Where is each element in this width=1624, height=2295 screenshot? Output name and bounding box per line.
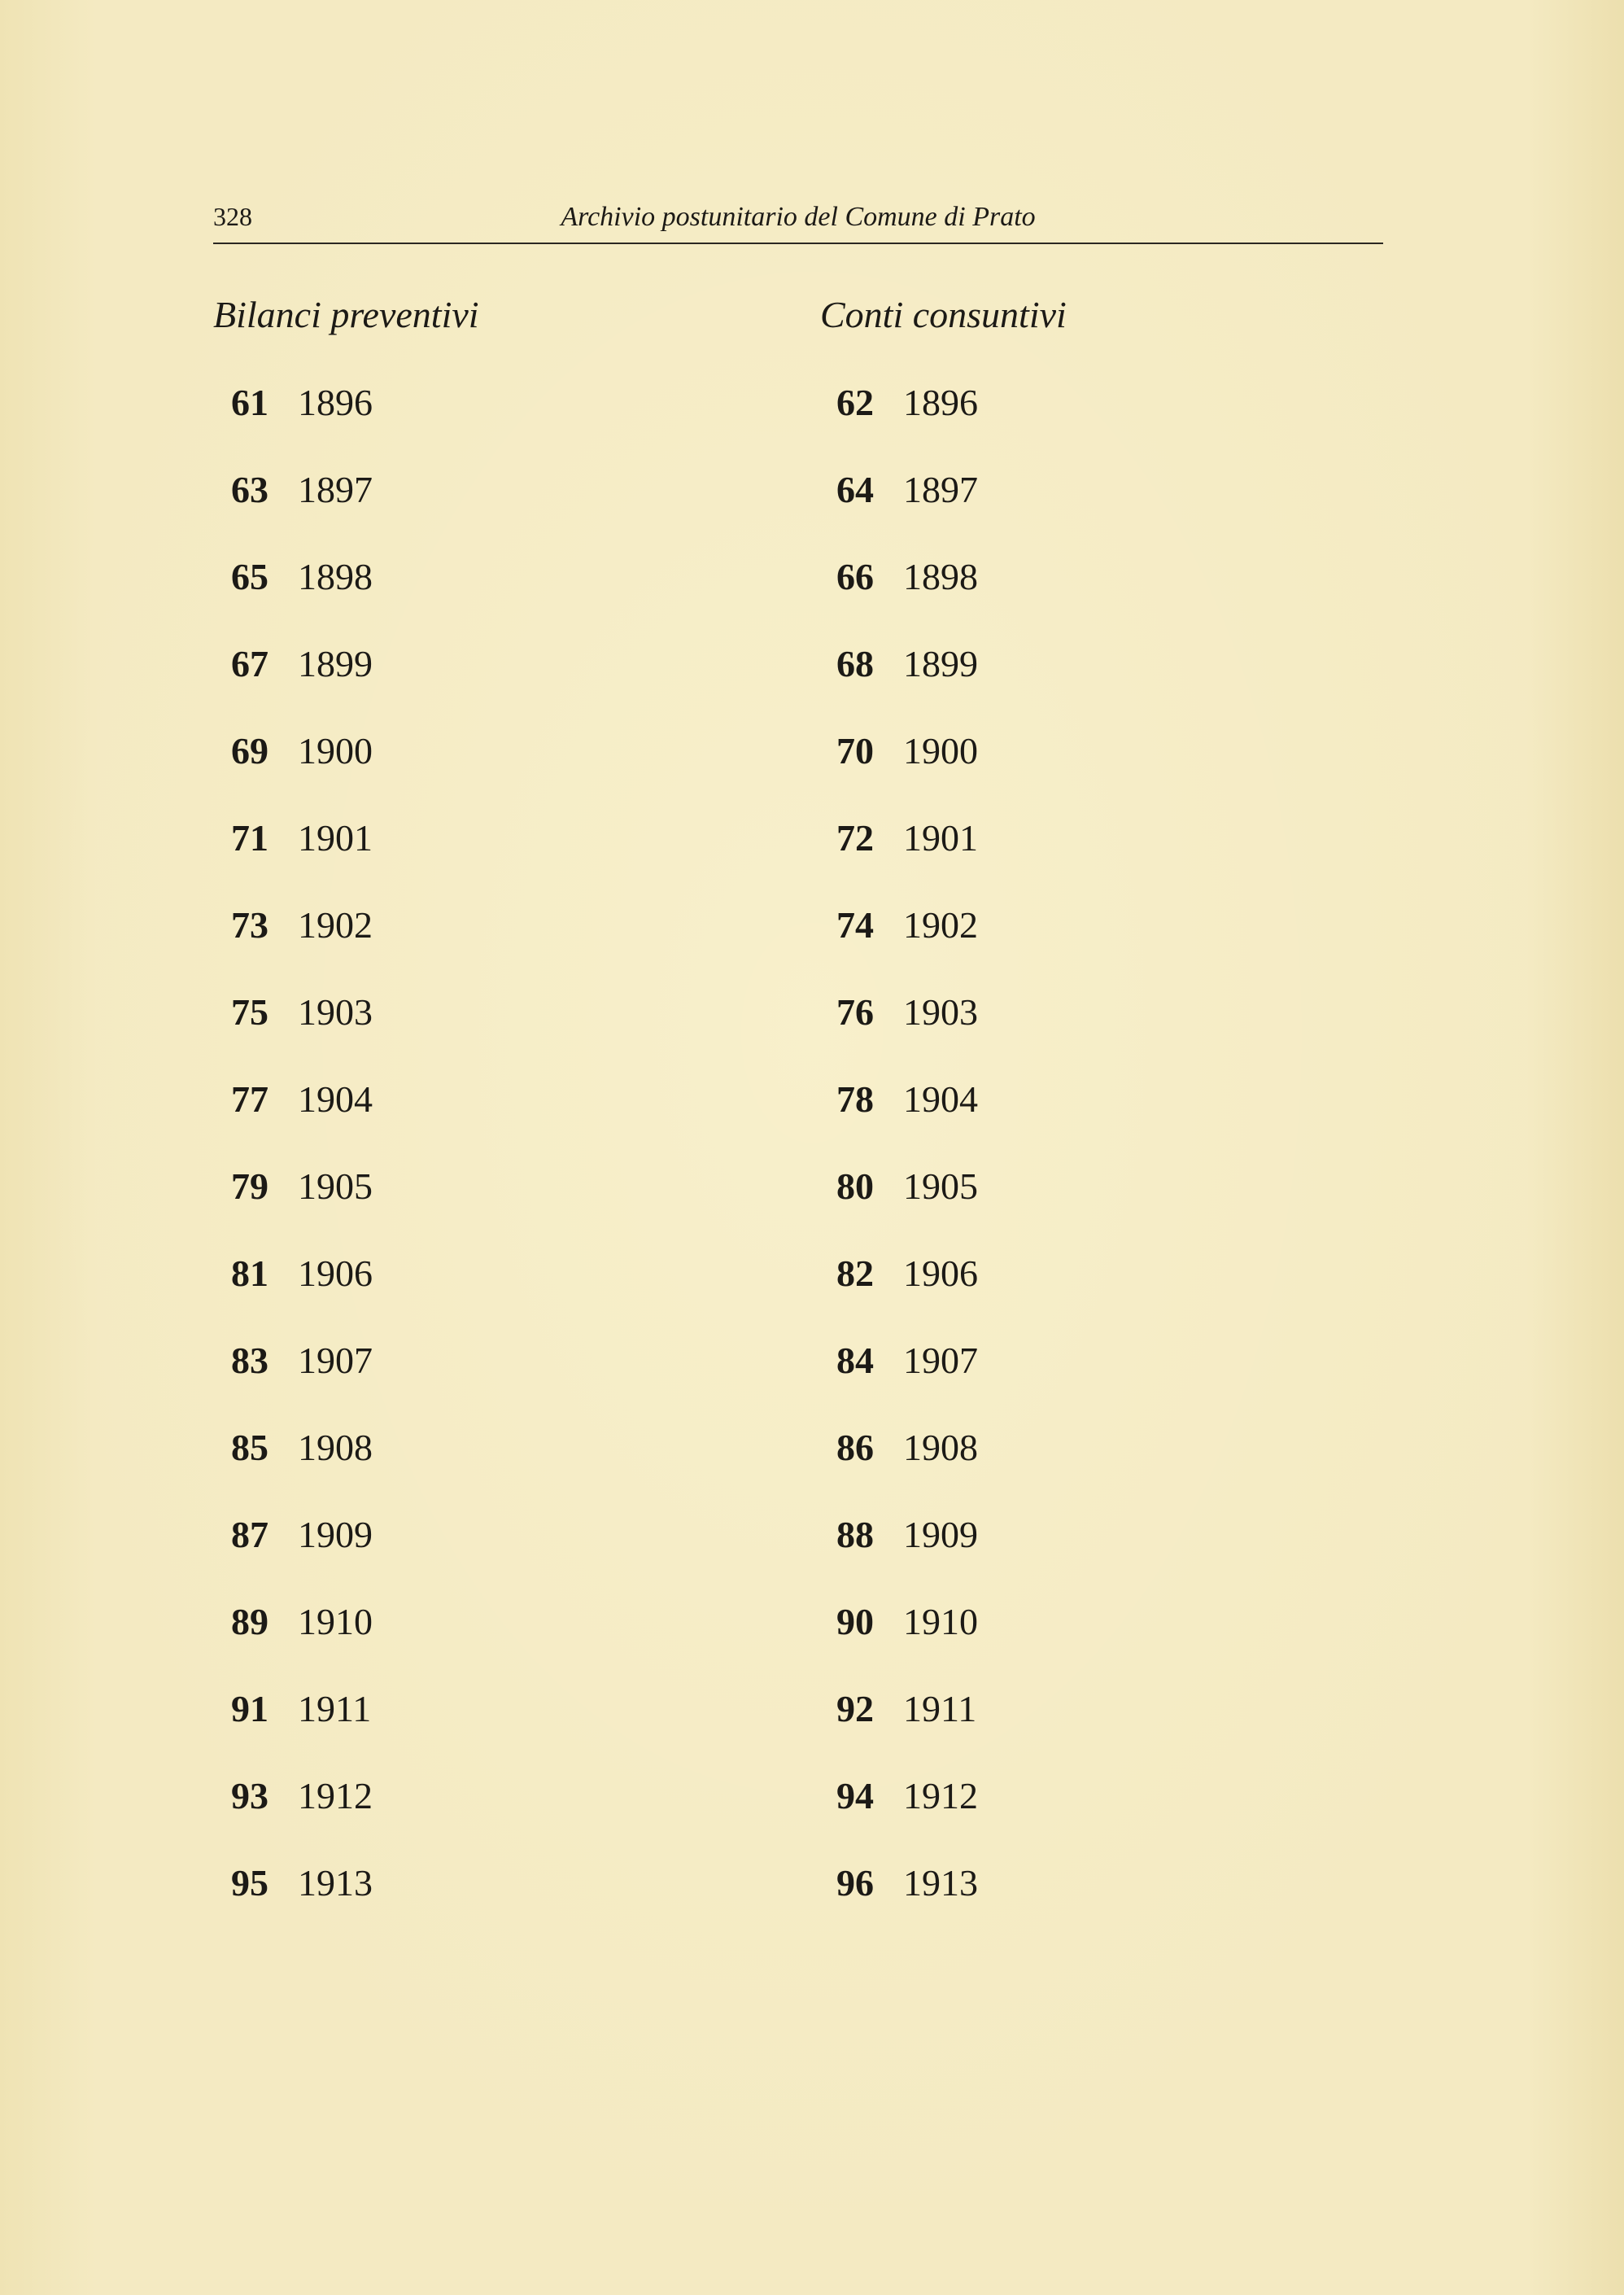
list-item [836, 1166, 1325, 1253]
item-year: 1904 [903, 1078, 978, 1120]
list-item [836, 1863, 1325, 1950]
item-number: 68 [836, 643, 874, 684]
item-number: 86 [836, 1427, 874, 1468]
item-number: 65 [231, 556, 268, 597]
conti-consuntivi-list [836, 382, 1325, 1950]
item-number: 83 [231, 1340, 268, 1381]
item-number: 63 [231, 469, 268, 510]
item-year: 1896 [903, 382, 978, 423]
list-item [836, 1079, 1325, 1166]
item-year: 1896 [298, 382, 373, 423]
list-item [231, 1427, 719, 1515]
list-item [836, 557, 1325, 644]
item-year: 1902 [903, 904, 978, 946]
item-number: 75 [231, 991, 268, 1033]
item-number: 82 [836, 1252, 874, 1294]
running-title: Archivio postunitario del Comune di Prato [561, 202, 1036, 232]
item-year: 1901 [903, 817, 978, 859]
item-year: 1897 [903, 469, 978, 510]
item-year: 1903 [903, 991, 978, 1033]
item-year: 1908 [903, 1427, 978, 1468]
item-year: 1903 [298, 991, 373, 1033]
list-item [836, 382, 1325, 470]
item-number: 90 [836, 1601, 874, 1642]
list-item [231, 1166, 719, 1253]
list-item [231, 1079, 719, 1166]
page-number: 328 [213, 202, 252, 231]
item-year: 1900 [903, 730, 978, 772]
item-number: 79 [231, 1165, 268, 1207]
list-item [836, 1427, 1325, 1515]
item-year: 1898 [298, 556, 373, 597]
list-item [231, 1602, 719, 1689]
item-year: 1909 [298, 1514, 373, 1555]
item-year: 1897 [298, 469, 373, 510]
item-year: 1912 [298, 1775, 373, 1816]
item-number: 80 [836, 1165, 874, 1207]
item-number: 94 [836, 1775, 874, 1816]
item-number: 91 [231, 1688, 268, 1729]
list-item [836, 1776, 1325, 1863]
item-number: 73 [231, 904, 268, 946]
item-number: 69 [231, 730, 268, 772]
item-number: 70 [836, 730, 874, 772]
list-item [836, 1340, 1325, 1427]
item-number: 87 [231, 1514, 268, 1555]
list-item [836, 1515, 1325, 1602]
list-item [836, 1689, 1325, 1776]
list-item [231, 905, 719, 992]
column-title-conti-consuntivi: Conti consuntivi [820, 294, 1067, 335]
list-item [836, 905, 1325, 992]
list-item [231, 1340, 719, 1427]
item-year: 1902 [298, 904, 373, 946]
item-number: 61 [231, 382, 268, 423]
item-year: 1904 [298, 1078, 373, 1120]
bilanci-preventivi-list [231, 382, 719, 1950]
column-title-bilanci-preventivi: Bilanci preventivi [213, 294, 479, 335]
item-number: 77 [231, 1078, 268, 1120]
list-item [231, 470, 719, 557]
list-item [231, 1515, 719, 1602]
item-number: 81 [231, 1252, 268, 1294]
item-number: 84 [836, 1340, 874, 1381]
item-number: 93 [231, 1775, 268, 1816]
running-header [213, 202, 1383, 244]
item-number: 64 [836, 469, 874, 510]
list-item [836, 731, 1325, 818]
item-number: 62 [836, 382, 874, 423]
item-number: 85 [231, 1427, 268, 1468]
list-item [231, 818, 719, 905]
item-year: 1906 [298, 1252, 373, 1294]
item-year: 1898 [903, 556, 978, 597]
list-item [231, 1253, 719, 1340]
list-item [836, 1253, 1325, 1340]
item-year: 1908 [298, 1427, 373, 1468]
list-item [231, 1776, 719, 1863]
item-year: 1905 [903, 1165, 978, 1207]
list-item [231, 557, 719, 644]
list-item [836, 644, 1325, 731]
item-year: 1905 [298, 1165, 373, 1207]
item-year: 1912 [903, 1775, 978, 1816]
item-number: 66 [836, 556, 874, 597]
list-item [836, 1602, 1325, 1689]
item-year: 1909 [903, 1514, 978, 1555]
item-number: 76 [836, 991, 874, 1033]
list-item [231, 644, 719, 731]
item-number: 96 [836, 1862, 874, 1904]
list-item [231, 992, 719, 1079]
item-year: 1910 [298, 1601, 373, 1642]
list-item [836, 470, 1325, 557]
item-number: 95 [231, 1862, 268, 1904]
list-item [231, 1689, 719, 1776]
item-year: 1907 [298, 1340, 373, 1381]
list-item [231, 382, 719, 470]
list-item [231, 1863, 719, 1950]
item-year: 1913 [298, 1862, 373, 1904]
item-year: 1911 [298, 1688, 372, 1729]
item-number: 89 [231, 1601, 268, 1642]
item-year: 1913 [903, 1862, 978, 1904]
item-year: 1900 [298, 730, 373, 772]
item-year: 1911 [903, 1688, 977, 1729]
list-item [231, 731, 719, 818]
item-year: 1906 [903, 1252, 978, 1294]
item-year: 1907 [903, 1340, 978, 1381]
item-number: 78 [836, 1078, 874, 1120]
item-number: 71 [231, 817, 268, 859]
item-year: 1901 [298, 817, 373, 859]
item-year: 1910 [903, 1601, 978, 1642]
item-year: 1899 [903, 643, 978, 684]
list-item [836, 992, 1325, 1079]
item-number: 72 [836, 817, 874, 859]
item-number: 74 [836, 904, 874, 946]
item-number: 67 [231, 643, 268, 684]
item-number: 92 [836, 1688, 874, 1729]
item-number: 88 [836, 1514, 874, 1555]
list-item [836, 818, 1325, 905]
item-year: 1899 [298, 643, 373, 684]
